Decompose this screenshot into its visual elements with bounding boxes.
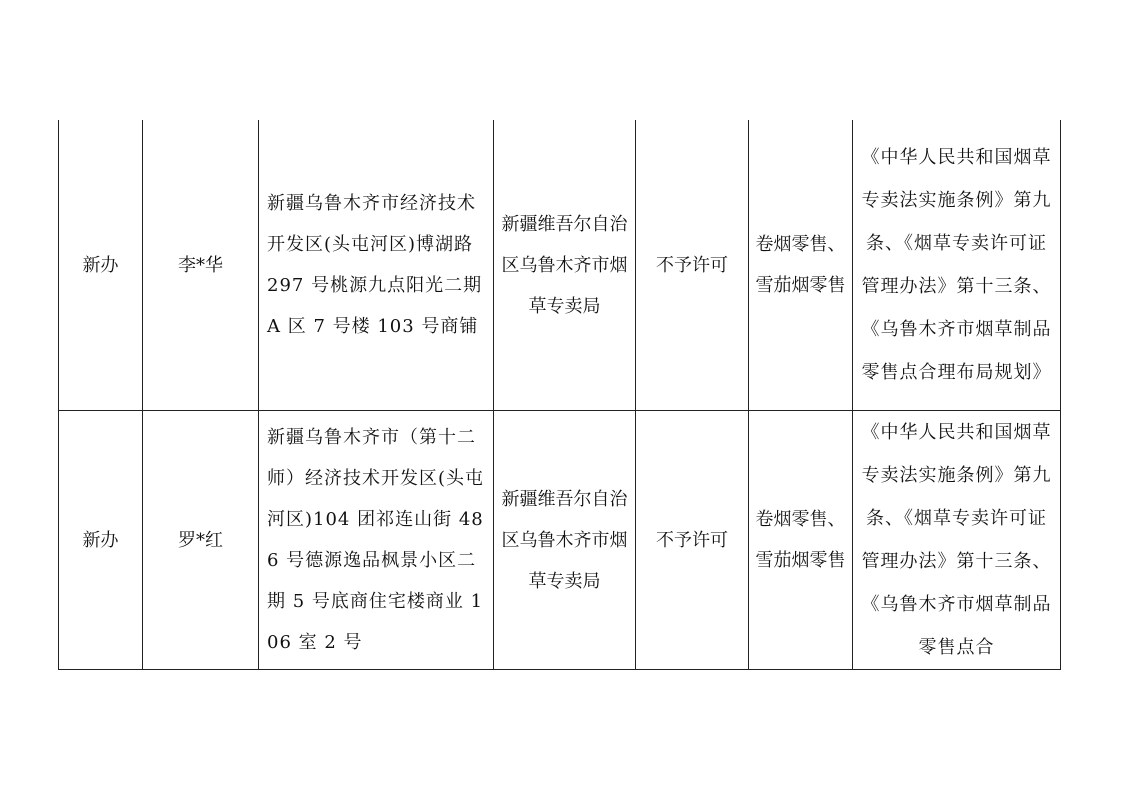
applicant-name-cell: 李*华 (143, 120, 259, 411)
business-address-cell: 新疆乌鲁木齐市经济技术开发区(头屯河区)博湖路 297 号桃源九点阳光二期 A 区 7 号楼 103 号商铺 (259, 120, 494, 411)
issuing-authority-cell: 新疆维吾尔自治区乌鲁木齐市烟草专卖局 (494, 411, 636, 670)
business-scope-cell: 卷烟零售、雪茄烟零售 (749, 120, 853, 411)
license-decision-table (58, 120, 1061, 670)
issuing-authority-cell: 新疆维吾尔自治区乌鲁木齐市烟草专卖局 (494, 120, 636, 411)
table-row (59, 411, 1061, 670)
decision-cell: 不予许可 (636, 411, 749, 670)
legal-basis-cell: 《中华人民共和国烟草专卖法实施条例》第九条、《烟草专卖许可证管理办法》第十三条、《乌鲁木齐市烟草制品零售点合理布局规划》 (853, 120, 1061, 411)
application-type-cell: 新办 (59, 411, 143, 670)
application-type-cell: 新办 (59, 120, 143, 411)
decision-cell: 不予许可 (636, 120, 749, 411)
business-scope-cell: 卷烟零售、雪茄烟零售 (749, 411, 853, 670)
applicant-name-cell: 罗*红 (143, 411, 259, 670)
legal-basis-cell: 《中华人民共和国烟草专卖法实施条例》第九条、《烟草专卖许可证管理办法》第十三条、《乌鲁木齐市烟草制品零售点合 (853, 411, 1061, 670)
business-address-cell: 新疆乌鲁木齐市（第十二师）经济技术开发区(头屯河区)104 团祁连山街 486 号德源逸品枫景小区二期 5 号底商住宅楼商业 106 室 2 号 (259, 411, 494, 670)
table-row (59, 120, 1061, 411)
